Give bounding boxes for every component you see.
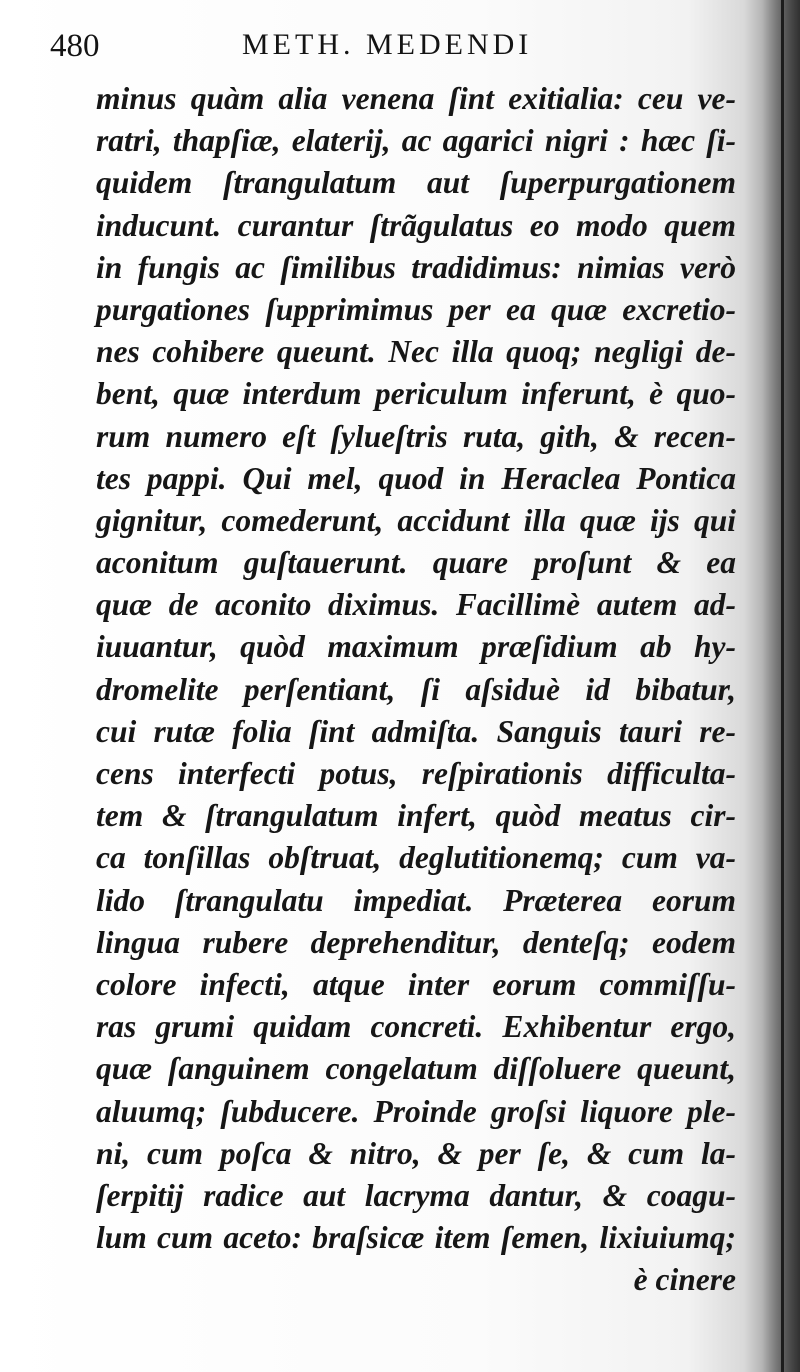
text-block [96,78,736,1301]
text-line: iuuantur, quòd maximum præſidium ab hy- [96,629,736,665]
text-line: lido ſtrangulatu impediat. Præterea eorum [96,882,736,918]
text-line: aconitum guſtauerunt. quare proſunt & ea [96,545,736,581]
catchword: è cinere [633,1262,736,1298]
text-line: quæ ſanguinem congelatum diſſoluere queunt, [96,1051,736,1087]
text-line: lum cum aceto: braſsicæ item ſemen, lixiuiumq; [96,1220,736,1256]
text-line: nes cohibere queunt. Nec illa quoq; negligi de- [96,334,736,370]
text-line: inducunt. curantur ſtrãgulatus eo modo quem [96,207,736,243]
text-line: dromelite perſentiant, ſi aſsiduè id bibatur, [96,671,736,707]
text-line: gignitur, comederunt, accidunt illa quæ ijs qui [96,502,736,538]
page-header [50,28,750,68]
text-line: colore infecti, atque inter eorum commiſſu- [96,966,736,1002]
text-line: ca tonſillas obſtruat, deglutitionemq; cum va- [96,840,736,876]
text-line: tes pappi. Qui mel, quod in Heraclea Pontica [96,460,736,496]
text-line: lingua rubere deprehenditur, denteſq; eodem [96,924,736,960]
text-line: bent, quæ interdum periculum inferunt, è quo- [96,376,736,412]
page-number: 480 [50,28,100,64]
text-line: ſerpitij radice aut lacryma dantur, & coagu- [96,1177,736,1213]
spine-edge [781,0,784,1372]
text-line: rum numero eſt ſylueſtris ruta, gith, & recen- [96,418,736,454]
text-line: cui rutæ folia ſint admiſta. Sanguis tauri re- [96,713,736,749]
text-line: quidem ſtrangulatum aut ſuperpurgationem [96,165,736,201]
running-head: METH. MEDENDI [242,28,533,61]
text-line: aluumq; ſubducere. Proinde groſsi liquore ple- [96,1093,736,1129]
text-line: quæ de aconito diximus. Facillimè autem ad- [96,587,736,623]
text-line: ras grumi quidam concreti. Exhibentur ergo, [96,1009,736,1045]
text-line: purgationes ſupprimimus per ea quæ excretio- [96,291,736,327]
text-line: tem & ſtrangulatum infert, quòd meatus cir- [96,798,736,834]
text-line: cens interfecti potus, reſpirationis difficulta- [96,756,736,791]
text-line: minus quàm alia venena ſint exitialia: ceu ve- [96,81,736,116]
text-line: ni, cum poſca & nitro, & per ſe, & cum la- [96,1135,736,1171]
text-line: ratri, thapſiæ, elaterij, ac agarici nigri : hæc ſi- [96,123,736,159]
text-line: in fungis ac ſimilibus tradidimus: nimias verò [96,249,736,285]
